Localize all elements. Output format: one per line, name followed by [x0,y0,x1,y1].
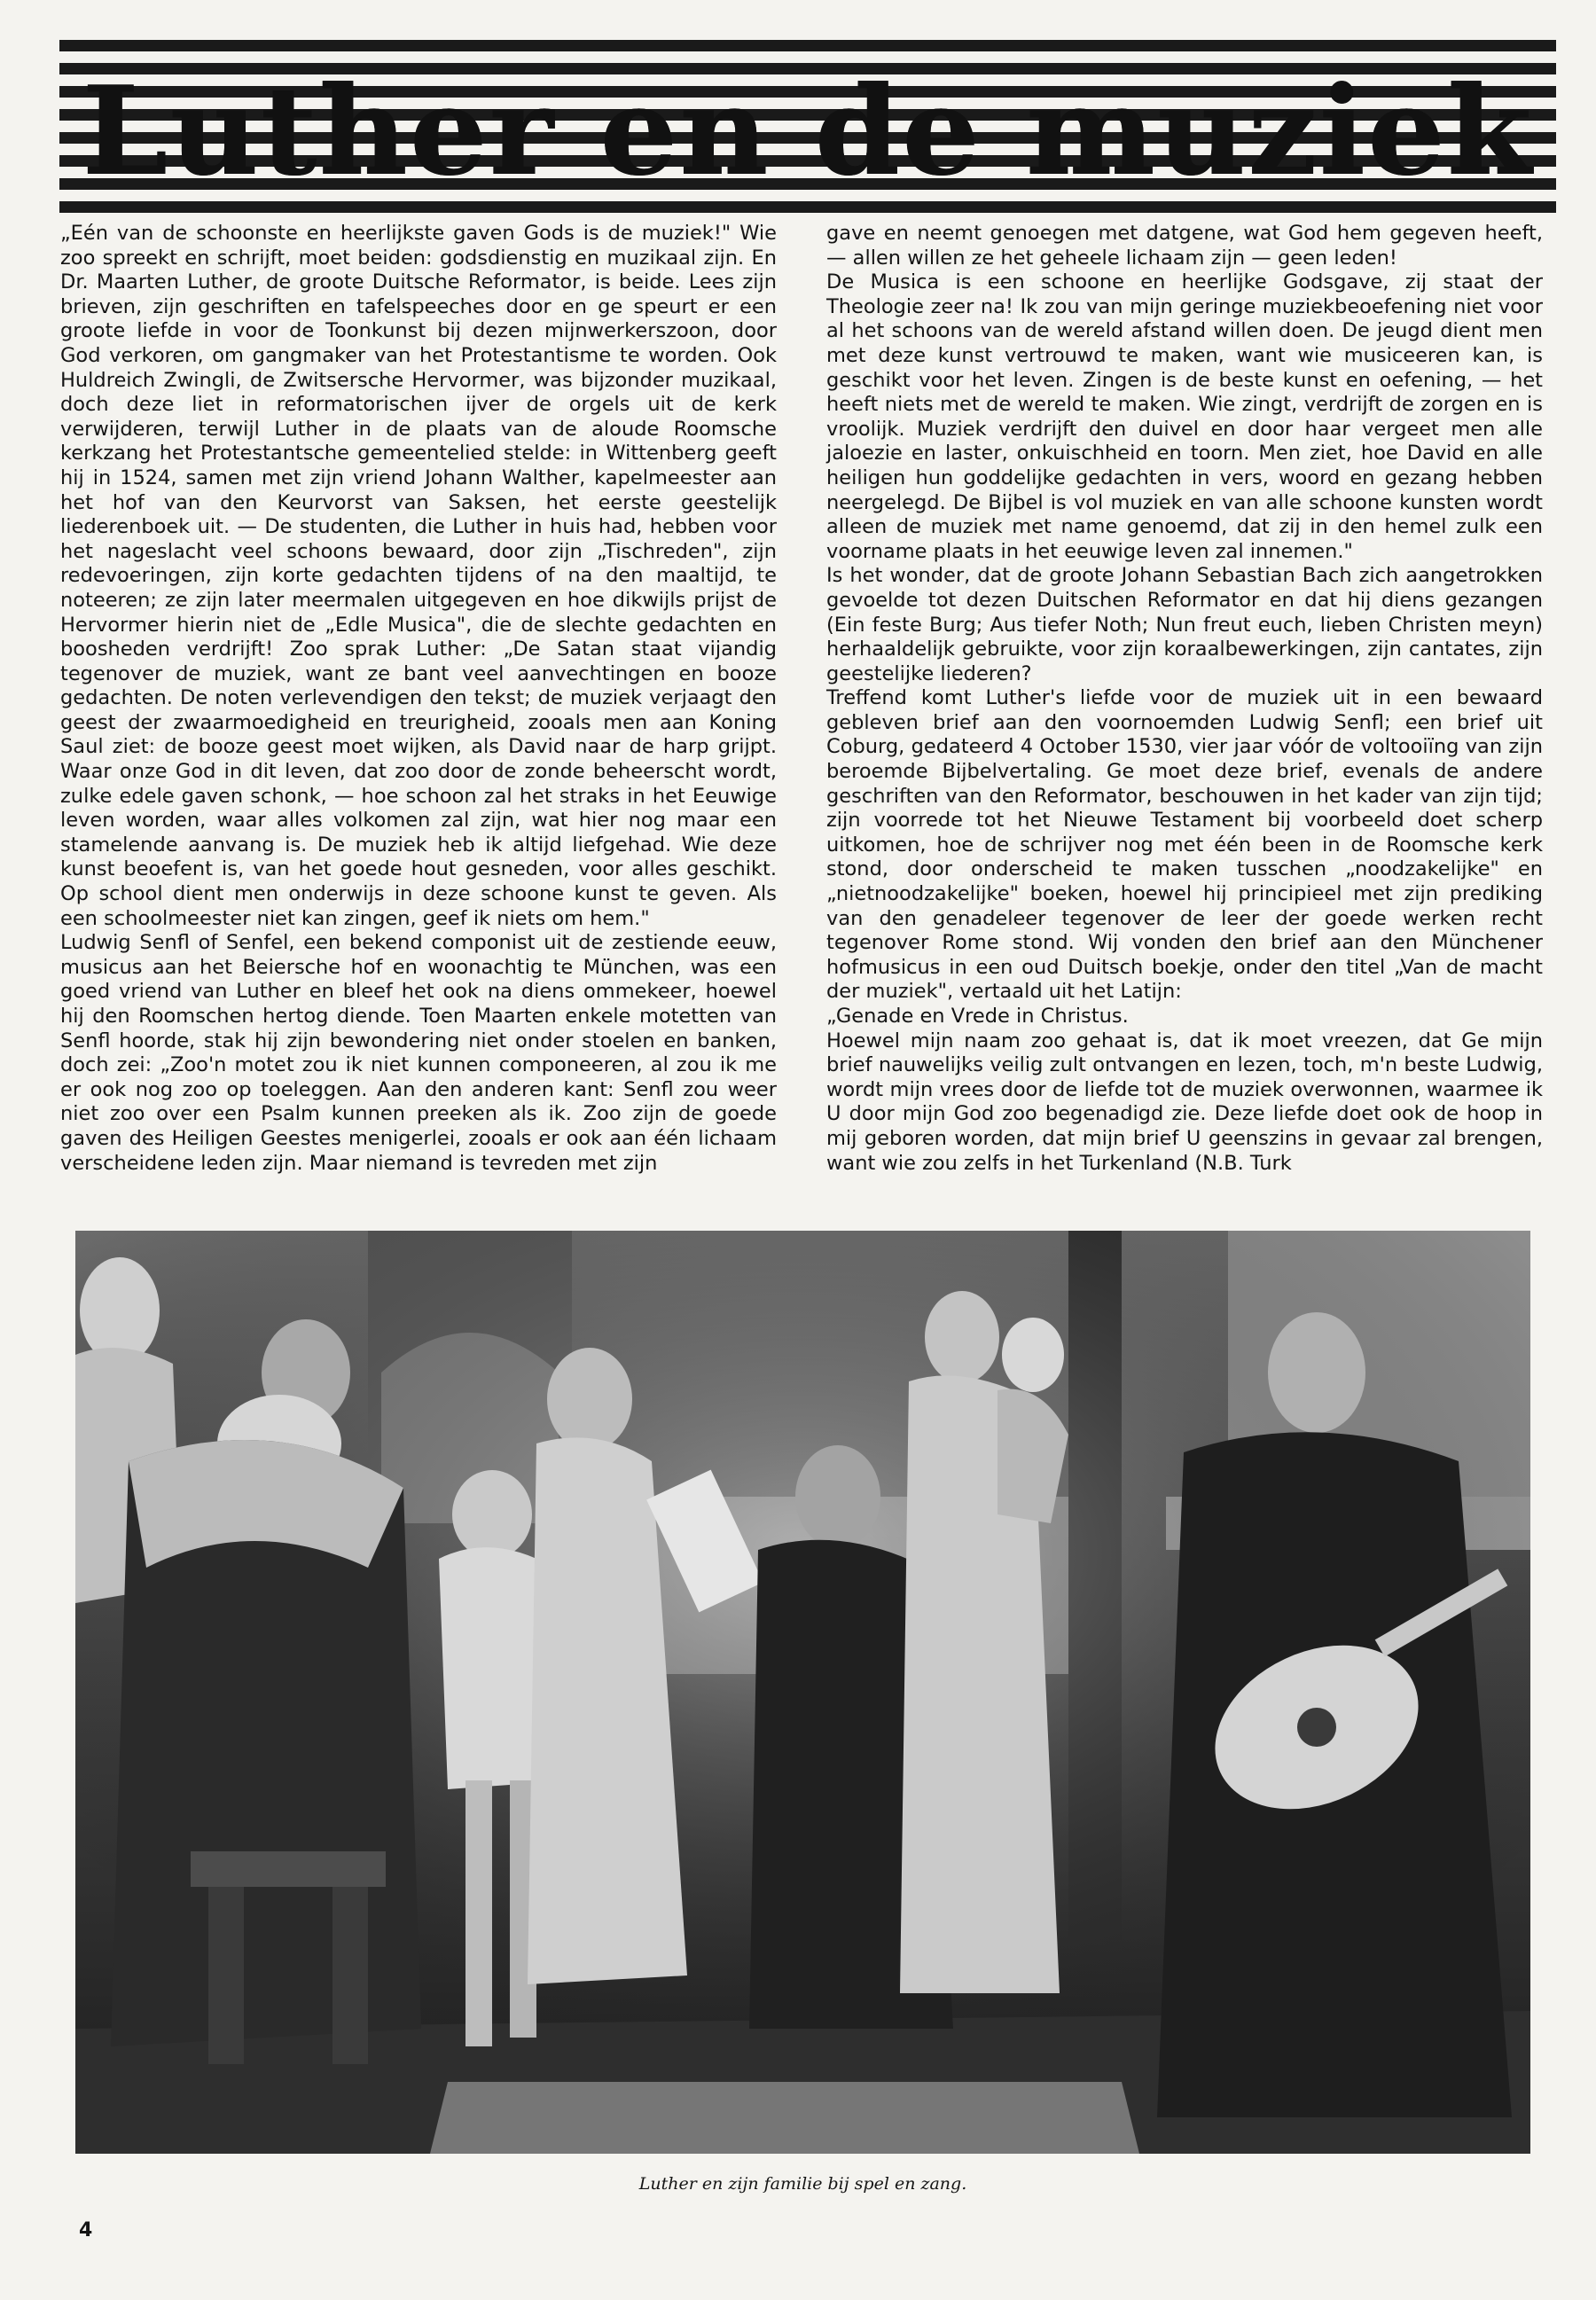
paragraph: Ludwig Senfl of Senfel, een bekend componist uit de zestiende eeuw, musicus aan het Beiersche hof en woonachtig te München, was een goed vriend van Luther en bleef het ook na diens ommekeer, hoewel hij den Roomschen hertog diende. Toen Maarten enkele motetten van Senfl hoorde, stak hij zijn bewondering niet onder stoelen en banken, doch zei: „Zoo'n motet zou ik niet kunnen componeeren, al zou ik me er ook nog zoo op toeleggen. Aan den anderen kant: Senfl zou weer niet zoo over een Psalm kunnen preeken als ik. Zoo zijn de goede gaven des Heiligen Geestes menigerlei, zooals er ook aan één lichaam verscheidene leden zijn. Maar niemand is tevreden met zijn [60,931,777,1175]
article-column-left [60,222,777,1176]
article-column-right [826,222,1543,1176]
page-number: 4 [79,2219,93,2241]
paragraph: De Musica is een schoone en heerlijke Godsgave, zij staat der Theologie zeer na! Ik zou van mijn geringe muziekbeoefening niet voor al het schoons van de wereld afstand willen doen. De jeugd dient men met deze kunst vertrouwd te maken, want wie musiceeren kan, is geschikt voor het leven. Zingen is de beste kunst en oefening, — het heeft niets met de wereld te maken. Wie zingt, verdrijft de zorgen en is vroolijk. Muziek verdrijft den duivel en door haar vergeet men alle jaloezie en laster, onkuischheid en toorn. Men ziet, hoe David en alle heiligen hun goddelijke gedachten in vers, woord en gezang hebben neergelegd. De Bijbel is vol muziek en van alle schoone kunsten wordt alleen de muziek met name genoemd, dat zij in den hemel zulk een voorname plaats in het eeuwige leven zal innemen." [826,270,1543,563]
paragraph: Treffend komt Luther's liefde voor de muziek uit in een bewaard gebleven brief aan den voornoemden Ludwig Senfl; een brief uit Coburg, gedateerd 4 October 1530, vier jaar vóór de voltooiïng van zijn beroemde Bijbelvertaling. Ge moet deze brief, evenals de andere geschriften van den Reformator, beschouwen in het kader van zijn tijd; zijn voorrede tot het Nieuwe Testament bij voorbeeld doet scherp uitkomen, hoe de schrijver nog met één been in de Roomsche kerk stond, door onderscheid te maken tusschen „noodzakelijke" en „nietnoodzakelijke" boeken, hoewel hij principieel met zijn prediking van den genadeleer tegenover de leer der goede werken recht tegenover Rome stond. Wij vonden den brief aan den Münchener hofmusicus in een oud Duitsch boekje, onder den titel „Van de macht der muziek", vertaald uit het Latijn: [826,686,1543,1004]
paragraph: gave en neemt genoegen met datgene, wat God hem gegeven heeft, — allen willen ze het geheele lichaam zijn — geen leden! [826,222,1543,270]
paragraph: Hoewel mijn naam zoo gehaat is, dat ik moet vreezen, dat Ge mijn brief nauwelijks veilig zult ontvangen en lezen, toch, m'n beste Ludwig, wordt mijn vrees door de liefde tot de muziek overwonnen, waarmee ik U door mijn God zoo begenadigd zie. Deze liefde doet ook de hoop in mij geboren worden, dat mijn brief U geenszins in gevaar zal brengen, want wie zou zelfs in het Turkenland (N.B. Turk [826,1029,1543,1175]
title-banner [59,40,1556,215]
paragraph: „Genade en Vrede in Christus. [826,1005,1129,1028]
family-music-scene-image [75,1231,1530,2154]
paragraph: Is het wonder, dat de groote Johann Sebastian Bach zich aangetrokken gevoelde tot dezen Duitschen Reformator en dat hij diens gezangen (Ein feste Burg; Aus tiefer Noth; Nun freut euch, lieben Christen meyn) herhaaldelijk gebruikte, voor zijn koraalbewerkingen, zijn cantates, zijn geestelijke liederen? [826,564,1543,685]
paragraph: „Eén van de schoonste en heerlijkste gaven Gods is de muziek!" Wie zoo spreekt en schrijft, moet beiden: godsdienstig en muzikaal zijn. En Dr. Maarten Luther, de groote Duitsche Reformator, is beide. Lees zijn brieven, zijn geschriften en tafelspeeches door en ge speurt er een groote liefde in voor de Toonkunst bij dezen mijnwerkerszoon, door God verkoren, om gangmaker van het Protestantisme te worden. Ook Huldreich Zwingli, de Zwitsersche Hervormer, was bijzonder muzikaal, doch deze liet in reformatorischen ijver de orgels uit de kerk verwijderen, terwijl Luther in de plaats van de aloude Roomsche kerkzang het Protestantsche gemeentelied stelde: in Wittenberg geeft hij in 1524, samen met zijn vriend Johann Walther, kapelmeester aan het hof van den Keurvorst van Saksen, het eerste geestelijk liederenboek uit. — De studenten, die Luther in huis had, hebben voor het nageslacht veel schoons bewaard, door zijn „Tischreden", zijn redevoeringen, zijn korte gedachten tijdens of na den maaltijd, te noteeren; ze zijn later meermalen uitgegeven en hoe dikwijls prijst de Hervormer hierin niet de „Edle Musica", die de slechte gedachten en boosheden verdrijft! Zoo sprak Luther: „De Satan staat vijandig tegenover de muziek, want ze bant veel aanvechtingen en booze gedachten. De noten verlevendigen den tekst; de muziek verjaagt den geest der zwaarmoedigheid en treurigheid, zooals men aan Koning Saul ziet: de booze geest moet wijken, als David naar de harp grijpt. Waar onze God in dit leven, dat zoo door de zonde beheerscht wordt, zulke edele gaven schonk, — hoe schoon zal het straks in het Eeuwige leven worden, waar alles volkomen zal zijn, wat hier nog maar een stamelende aanvang is. De muziek heb ik altijd liefgehad. Wie deze kunst beoefent is, van het goede hout gesneden, voor alles geschikt. Op school dient men onderwijs in deze schoone kunst te geven. Als een schoolmeester niet kan zingen, geef ik niets om hem." [60,222,777,930]
page-title: Luther en de muziek [82,59,1534,203]
image-caption: Luther en zijn familie bij spel en zang. [638,2174,967,2194]
